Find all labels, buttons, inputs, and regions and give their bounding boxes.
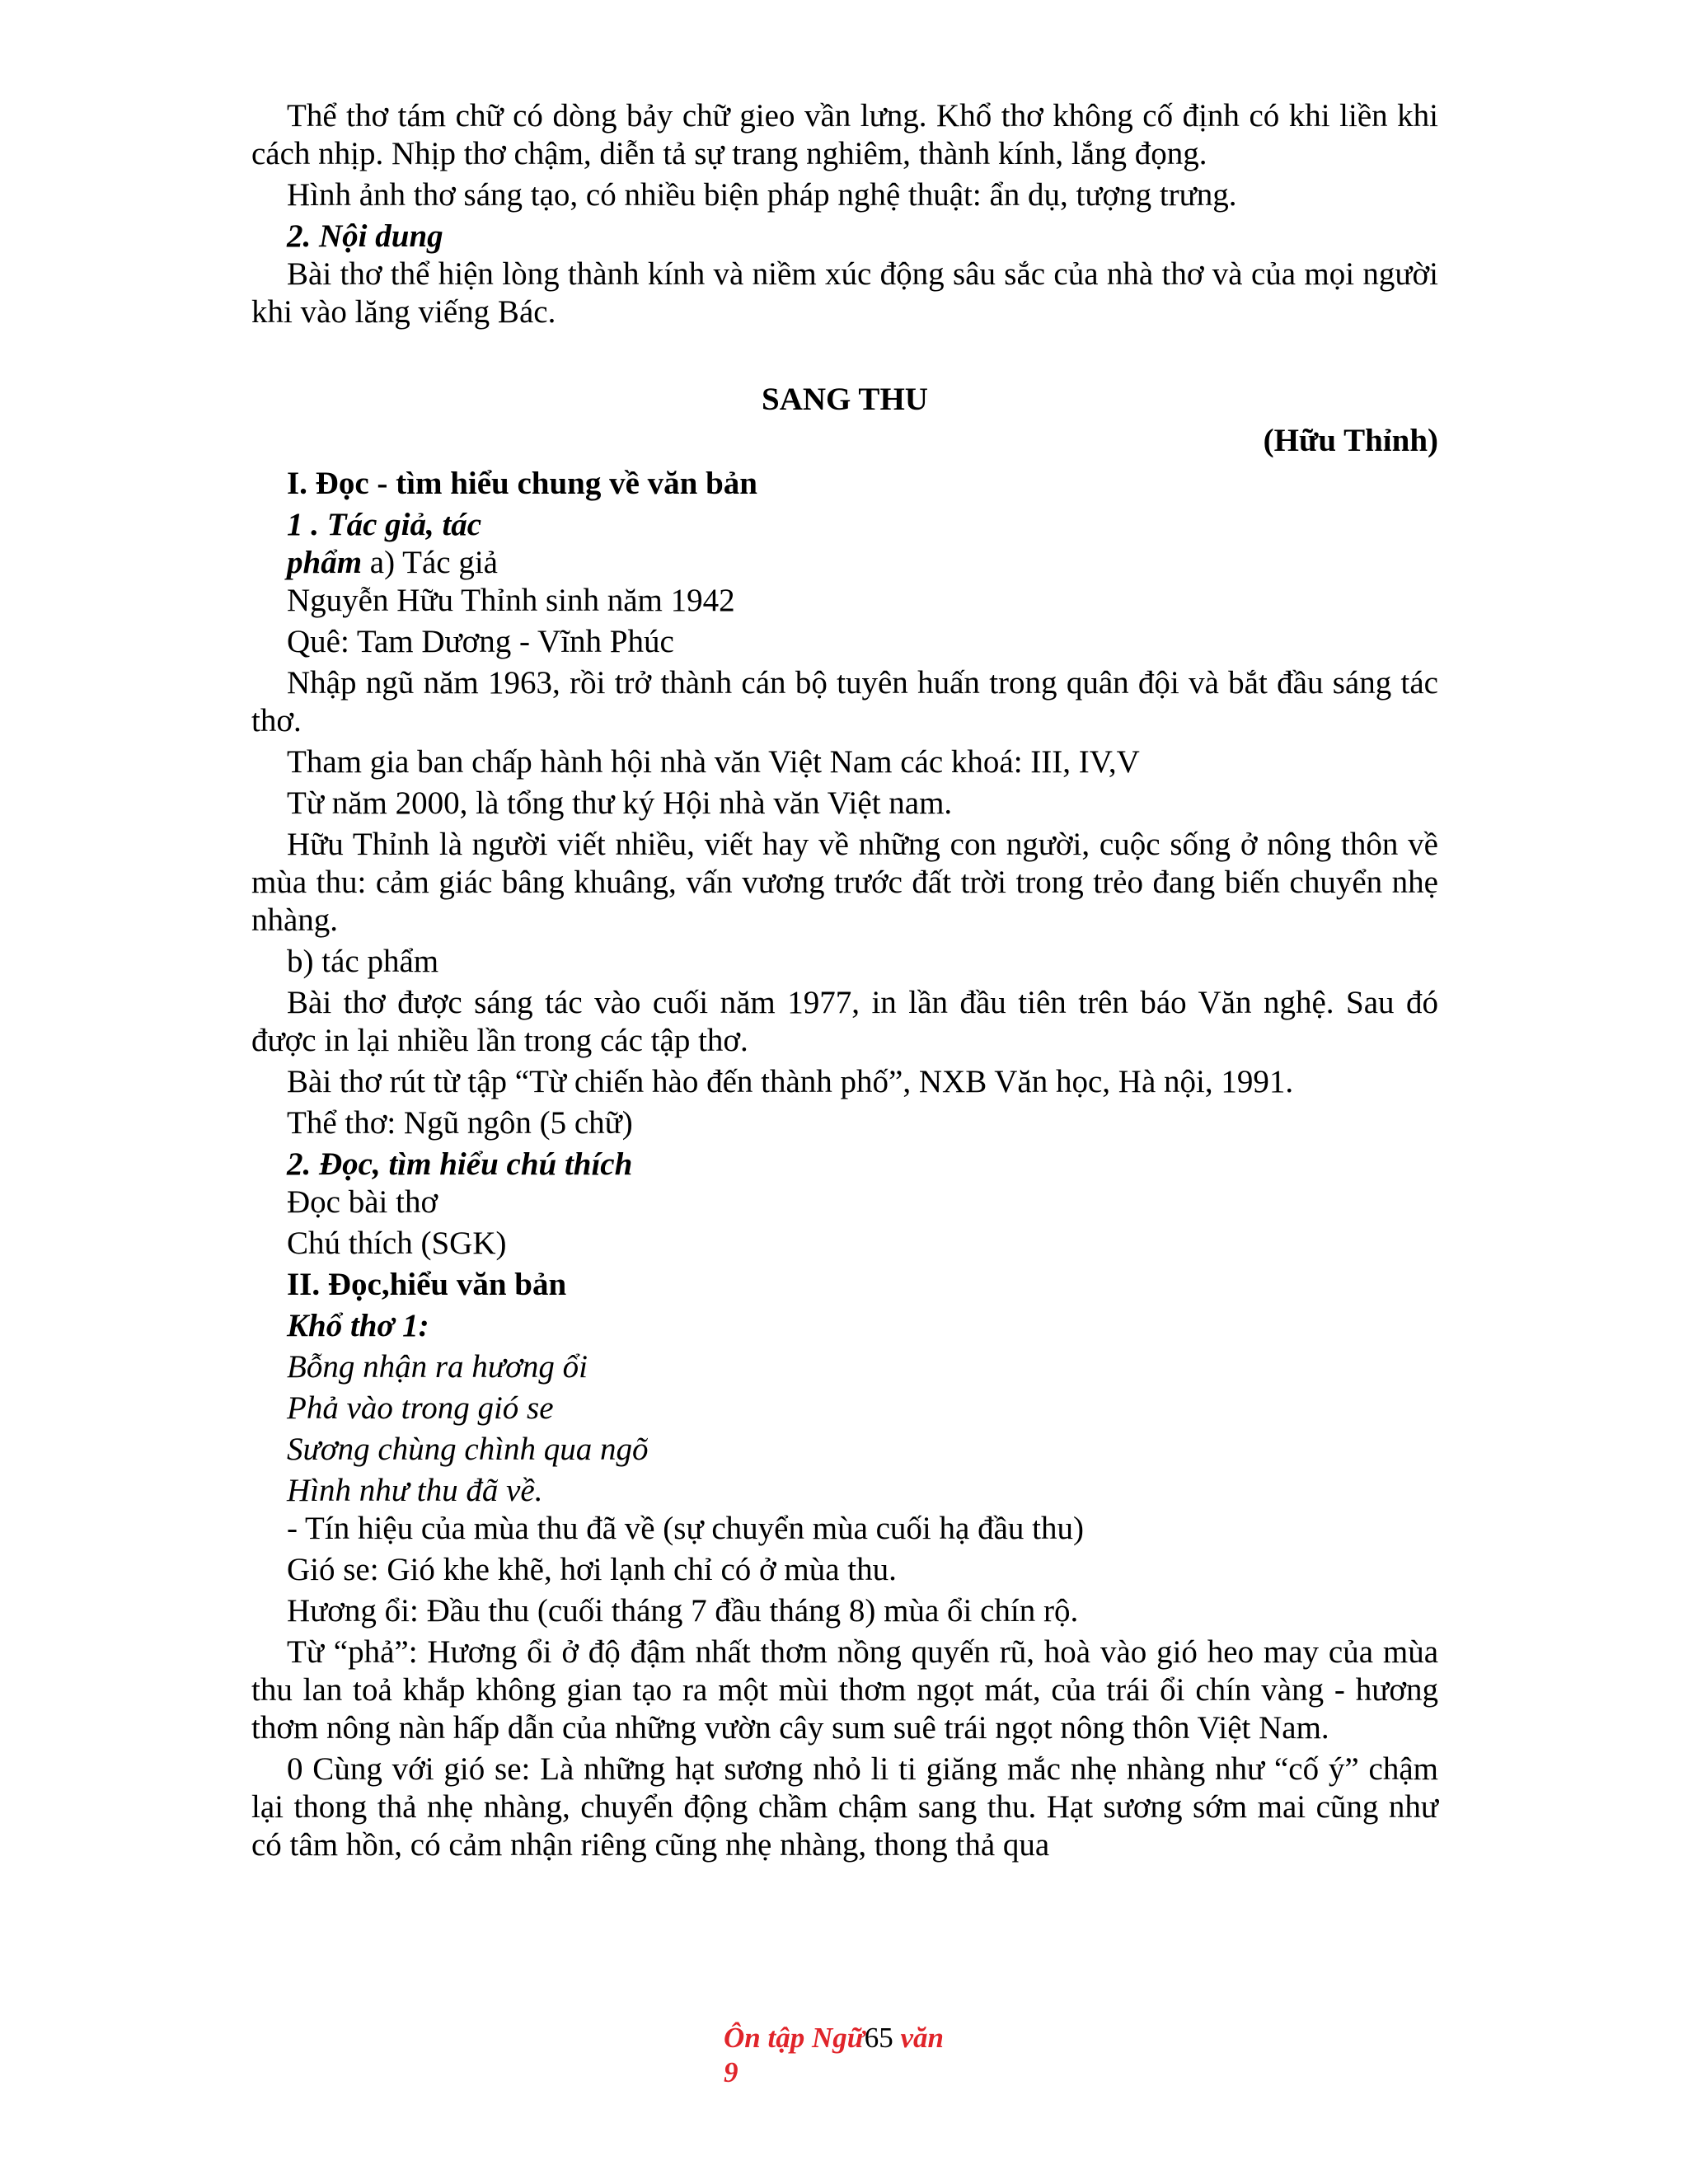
paragraph-imagery: Hình ảnh thơ sáng tạo, có nhiều biện pháp nghệ thuật: ẩn dụ, tượng trưng. [287,177,1237,213]
verse-line: Hình như thu đã về. [287,1473,543,1508]
verse-line: Bỗng nhận ra hương ổi [287,1349,588,1385]
analysis-guava: Hương ổi: Đầu thu (cuối tháng 7 đầu tháng 8) mùa ổi chín rộ. [287,1593,1079,1629]
footer-title-end: văn [893,2022,944,2054]
reading-poem: Đọc bài thơ [287,1184,438,1220]
analysis-pha: Từ “phả”: Hương ổi ở độ đậm nhất thơm nồng quyến rũ, hoà vào gió heo may của mùa thu lan toả khắp không gian tạo ra một mùi thơm ngọt mát, của trái ổi chín vàng - hương thơm nông nàn hấp dẫn của những vườn cây sum suê trái ngọt nông thôn Việt Nam. [251,1634,1438,1746]
page-number: 65 [864,2022,893,2054]
verse-line: Phả vào trong gió se [287,1390,554,1426]
analysis-signal: - Tín hiệu của mùa thu đã về (sự chuyển mùa cuối hạ đầu thu) [287,1511,1084,1546]
author-hometown: Quê: Tam Dương - Vĩnh Phúc [287,624,674,659]
author-secretary: Từ năm 2000, là tổng thư ký Hội nhà văn Việt nam. [287,785,953,821]
author-career: Nhập ngũ năm 1963, rồi trở thành cán bộ tuyên huấn trong quân đội và bắt đầu sáng tác thơ. [251,665,1438,738]
work-form: Thể thơ: Ngũ ngôn (5 chữ) [287,1105,633,1141]
footer-line-1 [724,2021,971,2055]
paragraph-content: Bài thơ thể hiện lòng thành kính và niềm xúc động sâu sắc của nhà thơ và của mọi người khi vào lăng viếng Bác. [251,256,1438,330]
reading-notes: Chú thích (SGK) [287,1226,507,1261]
subheading-author-line [251,544,1438,582]
author-committee: Tham gia ban chấp hành hội nhà văn Việt Nam các khoá: III, IV,V [287,744,1140,780]
analysis-dew: 0 Cùng với gió se: Là những hạt sương nhỏ li ti giăng mắc nhẹ nhàng như “cố ý” chậm lại thong thả nhẹ nhàng, chuyển động chầm chậm sang thu. Hạt sương sớm mai cũng như có tâm hồn, có cảm nhận riêng cũng nhẹ nhàng, thong thả qua [251,1751,1438,1863]
author-style: Hữu Thỉnh là người viết nhiều, viết hay về những con người, cuộc sống ở nông thôn về mùa thu: cảm giác bâng khuâng, vấn vương trước đất trời trong trẻo đang biến chuyển nhẹ nhàng. [251,827,1438,938]
work-label: b) tác phẩm [287,944,439,979]
work-origin: Bài thơ được sáng tác vào cuối năm 1977, in lần đầu tiên trên báo Văn nghệ. Sau đó được in lại nhiều lần trong các tập thơ. [251,985,1438,1058]
poem-author: (Hữu Thỉnh) [1263,423,1438,458]
section-heading-2: II. Đọc,hiểu văn bản [287,1267,567,1302]
work-collection: Bài thơ rút từ tập “Từ chiến hào đến thành phố”, NXB Văn học, Hà nội, 1991. [287,1064,1294,1099]
section-heading-1: I. Đọc - tìm hiểu chung về văn bản [287,466,757,501]
poem-title: SANG THU [762,382,928,417]
subheading-author-work: 1 . Tác giả, tác [287,507,482,542]
paragraph-verse-form: Thể thơ tám chữ có dòng bảy chữ gieo vần lưng. Khổ thơ không cố định có khi liền khi cách nhịp. Nhịp thơ chậm, diễn tả sự trang nghiêm, thành kính, lắng đọng. [251,98,1438,171]
subheading-author-label: a) Tác giả [362,545,498,580]
footer-grade: 9 [724,2056,738,2088]
page-footer [724,2021,971,2090]
subheading-reading: 2. Đọc, tìm hiểu chú thích [287,1146,633,1182]
page-content [251,97,1438,1864]
verse-line: Sương chùng chình qua ngõ [287,1432,649,1467]
subheading-work-word: phẩm [287,545,363,580]
heading-content: 2. Nội dung [287,218,443,254]
analysis-wind: Gió se: Gió khe khẽ, hơi lạnh chỉ có ở mùa thu. [287,1552,897,1587]
author-birth: Nguyễn Hữu Thỉnh sinh năm 1942 [287,583,735,618]
footer-title-start: Ôn tập Ngữ [724,2022,865,2054]
stanza-heading: Khổ thơ 1: [287,1308,429,1343]
